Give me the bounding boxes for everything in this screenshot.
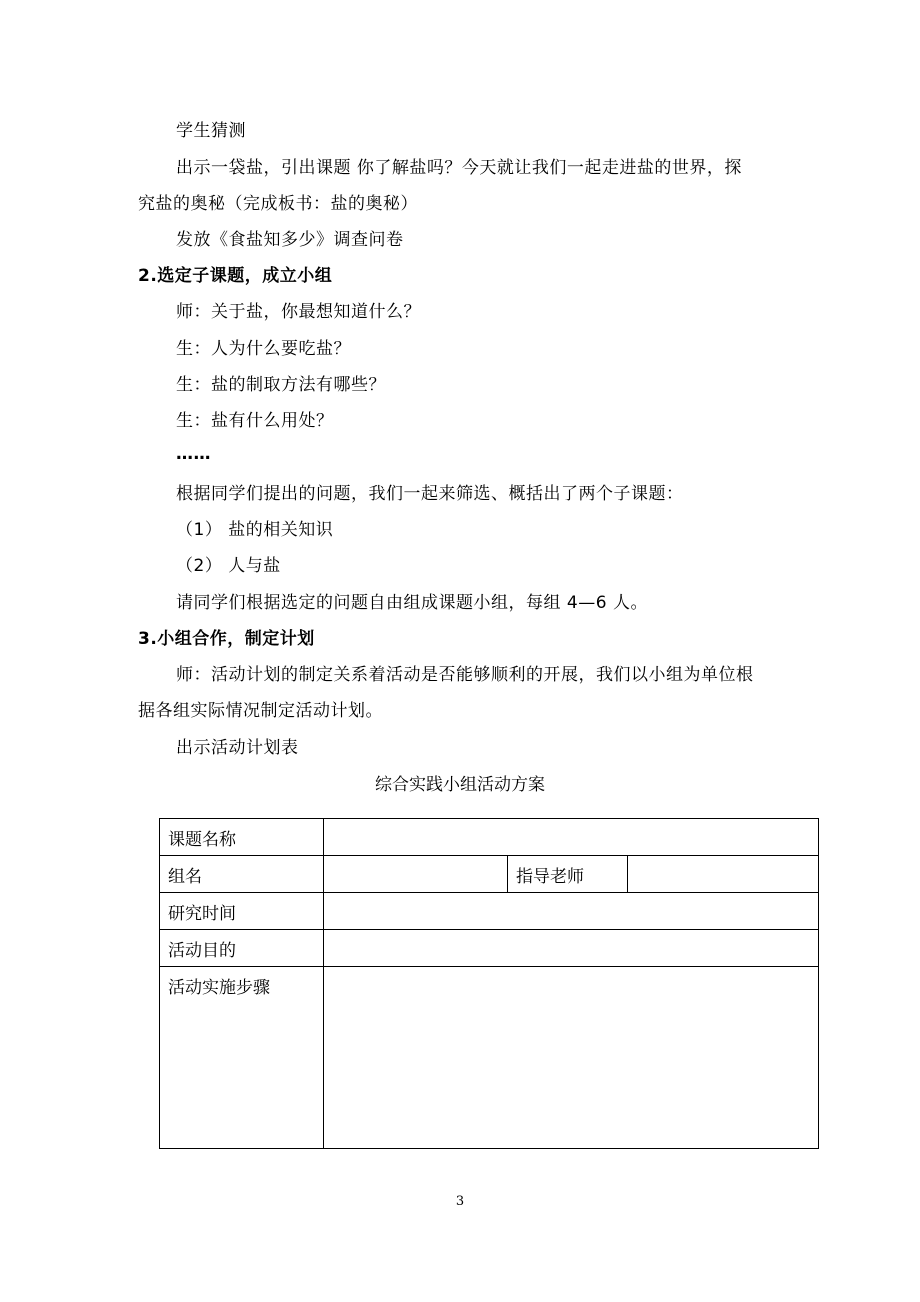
table-row-goal — [160, 930, 819, 967]
activity-plan-table — [159, 818, 819, 1149]
page-number: 3 — [455, 1194, 465, 1209]
paragraph-subtopic-1: （1） 盐的相关知识 — [176, 520, 334, 540]
teacher-value-cell[interactable] — [628, 856, 819, 893]
time-label: 研究时间 — [160, 893, 324, 930]
paragraph-subtopic-2: （2） 人与盐 — [176, 556, 281, 576]
steps-value-cell[interactable] — [324, 967, 819, 1149]
paragraph-show-plan-table: 出示活动计划表 — [176, 738, 299, 758]
paragraph-plan-line1: 师：活动计划的制定关系着活动是否能够顺利的开展，我们以小组为单位根 — [176, 665, 754, 685]
paragraph-show-salt-line2: 究盐的奥秘（完成板书：盐的奥秘） — [138, 194, 418, 214]
table-title: 综合实践小组活动方案 — [375, 775, 545, 795]
table-row-time — [160, 893, 819, 930]
topic-label: 课题名称 — [160, 819, 324, 856]
paragraph-form-groups: 请同学们根据选定的问题自由组成课题小组，每组 4—6 人。 — [176, 593, 648, 613]
section-heading-3: 3.小组合作，制定计划 — [138, 629, 315, 649]
table-row-topic — [160, 819, 819, 856]
paragraph-student-q2: 生：盐的制取方法有哪些？ — [176, 375, 386, 395]
paragraph-subtopics-intro: 根据同学们提出的问题，我们一起来筛选、概括出了两个子课题： — [176, 484, 684, 504]
paragraph-ellipsis: …… — [176, 444, 211, 464]
goal-label: 活动目的 — [160, 930, 324, 967]
paragraph-teacher-question: 师：关于盐，你最想知道什么？ — [176, 302, 421, 322]
paragraph-student-q3: 生：盐有什么用处？ — [176, 411, 334, 431]
topic-value-cell[interactable] — [324, 819, 819, 856]
group-value-cell[interactable] — [324, 856, 508, 893]
paragraph-student-q1: 生：人为什么要吃盐？ — [176, 339, 351, 359]
paragraph-students-guess: 学生猜测 — [176, 121, 246, 141]
table-row-group — [160, 856, 819, 893]
time-value-cell[interactable] — [324, 893, 819, 930]
group-label: 组名 — [160, 856, 324, 893]
teacher-label: 指导老师 — [508, 856, 628, 893]
paragraph-plan-line2: 据各组实际情况制定活动计划。 — [138, 701, 383, 721]
paragraph-survey: 发放《食盐知多少》调查问卷 — [176, 230, 404, 250]
paragraph-show-salt-line1: 出示一袋盐，引出课题 你了解盐吗？今天就让我们一起走进盐的世界，探 — [176, 158, 742, 178]
table-row-steps — [160, 967, 819, 1149]
goal-value-cell[interactable] — [324, 930, 819, 967]
steps-label: 活动实施步骤 — [160, 967, 324, 1149]
section-heading-2: 2.选定子课题，成立小组 — [138, 266, 333, 286]
